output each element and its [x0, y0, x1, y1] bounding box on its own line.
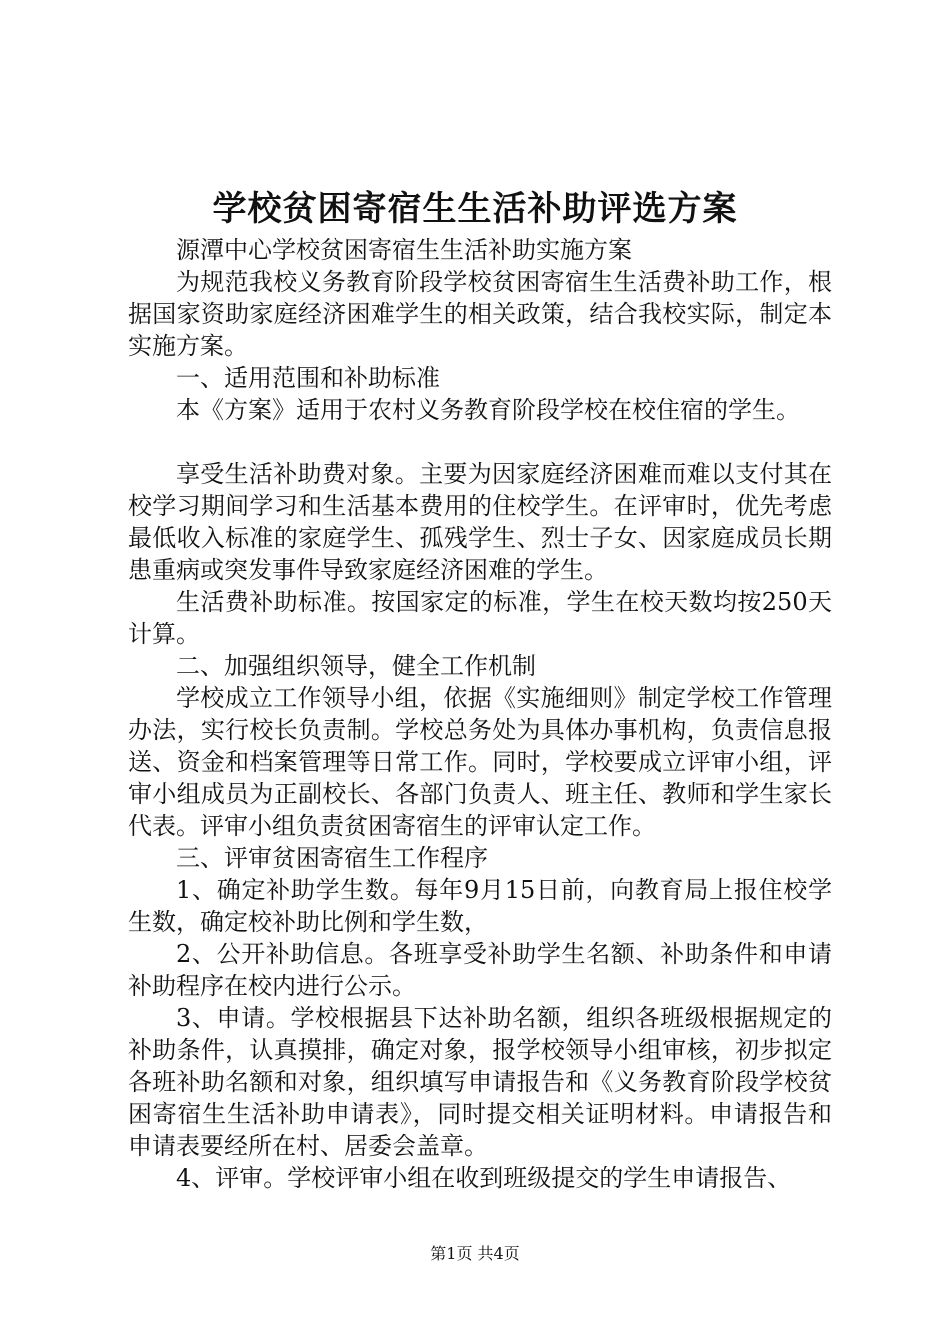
paragraph-organization: 学校成立工作领导小组，依据《实施细则》制定学校工作管理办法，实行校长负责制。学校总务处为具体办事机构，负责信息报送、资金和档案管理等日常工作。同时，学校要成立评审小组，评审小组成员为正副校长、各部门负责人、班主任、教师和学生家长代表。评审小组负责贫困寄宿生的评审认定工作。 [128, 684, 832, 840]
paragraph-eligibility: 享受生活补助费对象。主要为因家庭经济困难而难以支付其在校学习期间学习和生活基本费用的住校学生。在评审时，优先考虑最低收入标准的家庭学生、孤残学生、烈士子女、因家庭成员长期患重病或突发事件导致家庭经济困难的学生。 [128, 460, 832, 584]
paragraph-intro: 为规范我校义务教育阶段学校贫困寄宿生生活费补助工作，根据国家资助家庭经济困难学生的相关政策，结合我校实际，制定本实施方案。 [128, 268, 832, 360]
document-title: 学校贫困寄宿生生活补助评选方案 [212, 189, 738, 229]
section-heading-2: 二、加强组织领导，健全工作机制 [176, 652, 536, 680]
paragraph-step-3: 3、申请。学校根据县下达补助名额，组织各班级根据规定的补助条件，认真摸排，确定对象，报学校领导小组审核，初步拟定各班补助名额和对象，组织填写申请报告和《义务教育阶段学校贫困寄宿生生活补助申请表》，同时提交相关证明材料。申请报告和申请表要经所在村、居委会盖章。 [128, 1004, 832, 1160]
paragraph-scope: 本《方案》适用于农村义务教育阶段学校在校住宿的学生。 [176, 396, 800, 424]
paragraph-step-1: 1、确定补助学生数。每年9月15日前，向教育局上报住校学生数，确定校补助比例和学生数， [128, 876, 832, 936]
document-body [128, 234, 832, 1194]
paragraph-standard: 生活费补助标准。按国家定的标准，学生在校天数均按250天计算。 [128, 588, 832, 648]
page-number-footer: 第1页 共4页 [430, 1244, 520, 1263]
paragraph-subtitle: 源潭中心学校贫困寄宿生生活补助实施方案 [176, 236, 632, 264]
paragraph-step-4: 4、评审。学校评审小组在收到班级提交的学生申请报告、 [176, 1164, 792, 1192]
section-heading-3: 三、评审贫困寄宿生工作程序 [176, 844, 488, 872]
paragraph-step-2: 2、公开补助信息。各班享受补助学生名额、补助条件和申请补助程序在校内进行公示。 [128, 940, 832, 1000]
section-heading-1: 一、适用范围和补助标准 [176, 364, 440, 392]
